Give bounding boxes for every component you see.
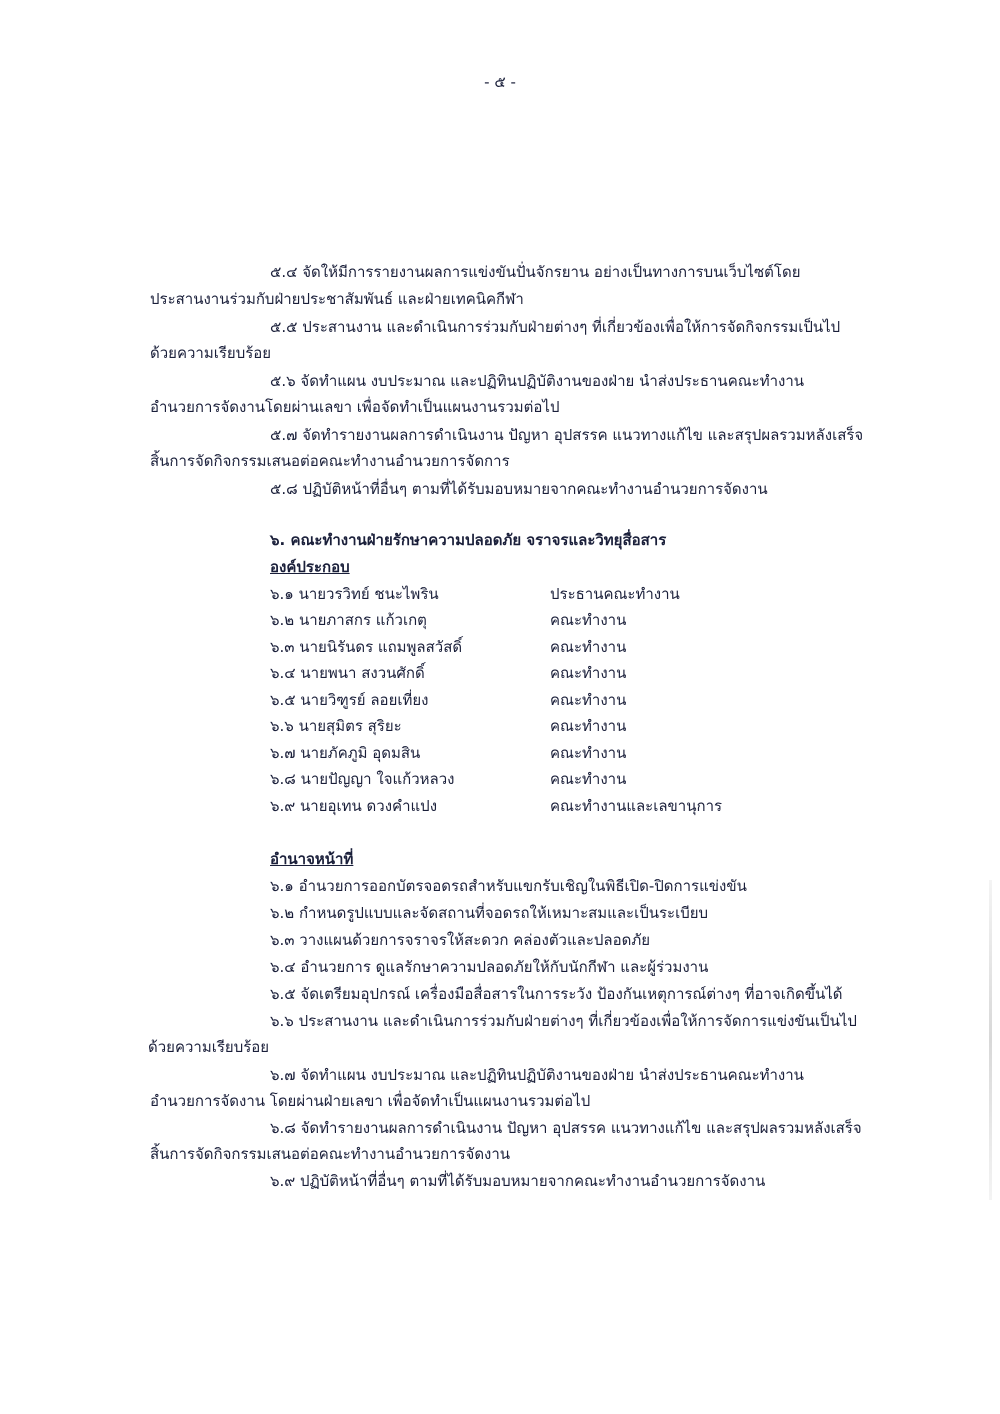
member-name: ๖.๖ นายสุมิตร สุริยะ bbox=[270, 717, 402, 735]
page-number: - ๕ - bbox=[484, 73, 516, 91]
member-name: ๖.๕ นายวิฑูรย์ ลอยเที่ยง bbox=[270, 691, 429, 709]
member-role: คณะทำงาน bbox=[550, 744, 627, 762]
item-5-7-line1: ๕.๗ จัดทำรายงานผลการดำเนินงาน ปัญหา อุปสรรค แนวทางแก้ไข และสรุปผลรวมหลังเสร็จ bbox=[270, 426, 864, 444]
duty-6-6-line2: ด้วยความเรียบร้อย bbox=[148, 1038, 270, 1056]
duty-6-2: ๖.๒ กำหนดรูปแบบและจัดสถานที่จอดรถให้เหมาะสมและเป็นระเบียบ bbox=[270, 904, 709, 922]
section-6-title: ๖. คณะทำงานฝ่ายรักษาความปลอดภัย จราจรและวิทยุสื่อสาร bbox=[270, 531, 667, 549]
member-name: ๖.๑ นายวรวิทย์ ชนะไพริน bbox=[270, 585, 439, 603]
member-name: ๖.๒ นายภาสกร แก้วเกตุ bbox=[270, 611, 427, 629]
member-name: ๖.๘ นายปัญญา ใจแก้วหลวง bbox=[270, 770, 455, 788]
member-name: ๖.๓ นายนิรันดร แถมพูลสวัสดิ์ bbox=[270, 638, 463, 656]
composition-heading: องค์ประกอบ bbox=[270, 558, 350, 576]
item-5-5-line1: ๕.๕ ประสานงาน และดำเนินการร่วมกับฝ่ายต่างๆ ที่เกี่ยวข้องเพื่อให้การจัดกิจกรรมเป็นไป bbox=[270, 318, 841, 336]
member-role: คณะทำงาน bbox=[550, 611, 627, 629]
member-role: คณะทำงาน bbox=[550, 638, 627, 656]
duty-6-4: ๖.๔ อำนวยการ ดูแลรักษาความปลอดภัยให้กับนักกีฬา และผู้ร่วมงาน bbox=[270, 958, 709, 976]
item-5-6-line2: อำนวยการจัดงานโดยผ่านเลขา เพื่อจัดทำเป็นแผนงานรวมต่อไป bbox=[150, 398, 560, 416]
duty-6-3: ๖.๓ วางแผนด้วยการจราจรให้สะดวก คล่องตัวและปลอดภัย bbox=[270, 931, 651, 949]
member-role: คณะทำงาน bbox=[550, 770, 627, 788]
member-name: ๖.๔ นายพนา สงวนศักดิ์ bbox=[270, 664, 425, 682]
duties-heading: อำนาจหน้าที่ bbox=[270, 850, 354, 868]
duty-6-6-line1: ๖.๖ ประสานงาน และดำเนินการร่วมกับฝ่ายต่างๆ ที่เกี่ยวข้องเพื่อให้การจัดการแข่งขันเป็นไป bbox=[270, 1012, 857, 1030]
duty-6-5: ๖.๕ จัดเตรียมอุปกรณ์ เครื่องมือสื่อสารในการระวัง ป้องกันเหตุการณ์ต่างๆ ที่อาจเกิดขึ้นได้ bbox=[270, 985, 843, 1003]
item-5-4-line1: ๕.๔ จัดให้มีการรายงานผลการแข่งขันปั่นจักรยาน อย่างเป็นทางการบนเว็บไซต์โดย bbox=[270, 263, 801, 281]
member-name: ๖.๗ นายภัคภูมิ อุดมสิน bbox=[270, 744, 421, 762]
duty-6-8-line2: สิ้นการจัดกิจกรรมเสนอต่อคณะทำงานอำนวยการจัดงาน bbox=[150, 1145, 511, 1163]
member-role: คณะทำงาน bbox=[550, 717, 627, 735]
duty-6-7-line1: ๖.๗ จัดทำแผน งบประมาณ และปฏิทินปฏิบัติงานของฝ่าย นำส่งประธานคณะทำงาน bbox=[270, 1066, 804, 1084]
member-role: ประธานคณะทำงาน bbox=[550, 585, 680, 603]
duty-6-7-line2: อำนวยการจัดงาน โดยผ่านฝ่ายเลขา เพื่อจัดทำเป็นแผนงานรวมต่อไป bbox=[150, 1092, 591, 1110]
item-5-7-line2: สิ้นการจัดกิจกรรมเสนอต่อคณะทำงานอำนวยการจัดการ bbox=[150, 452, 510, 470]
item-5-4-line2: ประสานงานร่วมกับฝ่ายประชาสัมพันธ์ และฝ่ายเทคนิคกีฬา bbox=[150, 290, 524, 308]
scan-edge-mark bbox=[989, 880, 992, 1200]
duty-6-1: ๖.๑ อำนวยการออกบัตรจอดรถสำหรับแขกรับเชิญในพิธีเปิด-ปิดการแข่งขัน bbox=[270, 877, 747, 895]
item-5-8-line1: ๕.๘ ปฏิบัติหน้าที่อื่นๆ ตามที่ได้รับมอบหมายจากคณะทำงานอำนวยการจัดงาน bbox=[270, 480, 768, 498]
duty-6-9: ๖.๙ ปฏิบัติหน้าที่อื่นๆ ตามที่ได้รับมอบหมายจากคณะทำงานอำนวยการจัดงาน bbox=[270, 1172, 766, 1190]
item-5-5-line2: ด้วยความเรียบร้อย bbox=[150, 344, 272, 362]
item-5-6-line1: ๕.๖ จัดทำแผน งบประมาณ และปฏิทินปฏิบัติงานของฝ่าย นำส่งประธานคณะทำงาน bbox=[270, 372, 805, 390]
member-role: คณะทำงาน bbox=[550, 664, 627, 682]
duty-6-8-line1: ๖.๘ จัดทำรายงานผลการดำเนินงาน ปัญหา อุปสรรค แนวทางแก้ไข และสรุปผลรวมหลังเสร็จ bbox=[270, 1119, 862, 1137]
member-role: คณะทำงานและเลขานุการ bbox=[550, 797, 723, 815]
member-name: ๖.๙ นายอุเทน ดวงคำแปง bbox=[270, 797, 438, 815]
member-role: คณะทำงาน bbox=[550, 691, 627, 709]
